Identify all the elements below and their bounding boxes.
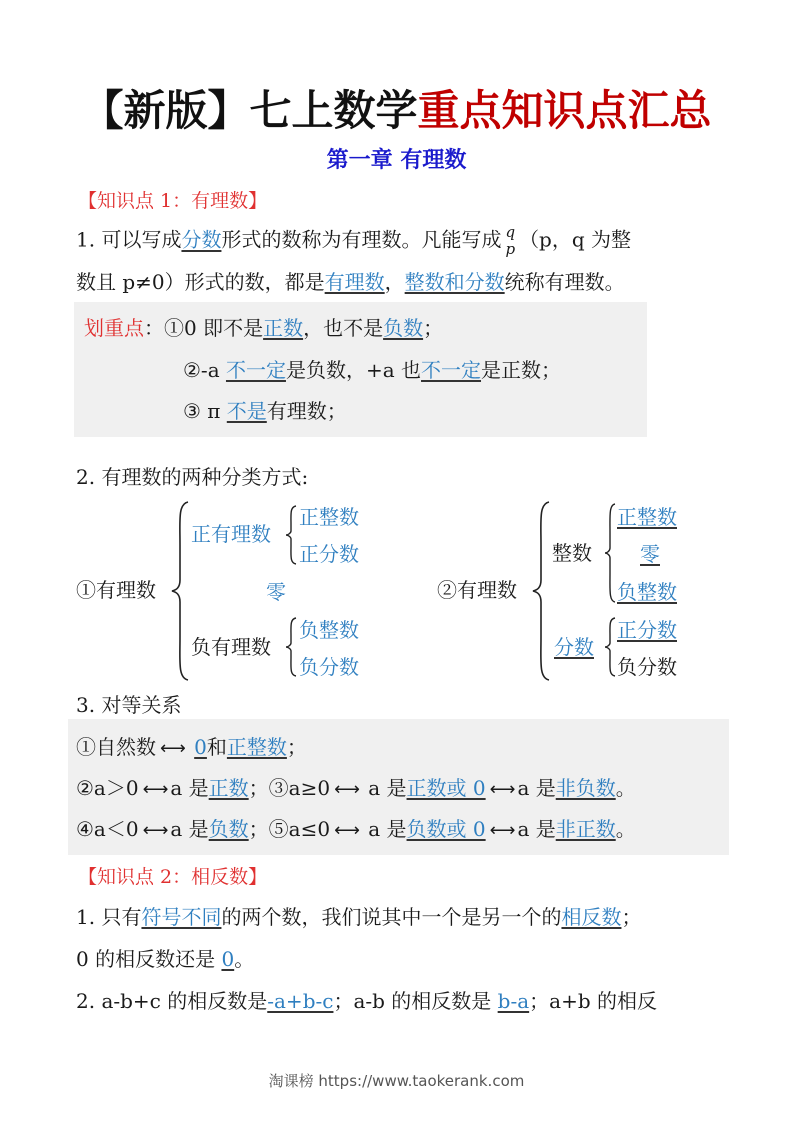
answer: 0 [221, 947, 235, 971]
text: 。 [234, 947, 255, 971]
double-arrow-icon: ⟷ [489, 820, 514, 841]
tree2-neg-frac: 负分数 [617, 655, 677, 679]
text: 有理数； [266, 399, 347, 423]
text: a 是 [368, 776, 407, 800]
tree1-neg-int: 负整数 [299, 618, 359, 642]
text: 是负数，+a 也 [285, 358, 422, 382]
highlight-line2 [183, 356, 561, 384]
footer-watermark: 淘课榜 https://www.taokerank.com [268, 1072, 525, 1090]
answer-fraction: 分数 [181, 227, 222, 252]
kp2-item1 [76, 903, 641, 931]
chapter-title: 第一章 有理数 [326, 148, 467, 173]
answer: 0 [194, 735, 207, 759]
double-arrow-icon: ⟷ [489, 779, 514, 800]
text: ；a+b 的相反 [529, 989, 657, 1013]
big-brace-icon [531, 500, 553, 682]
tree2-neg-int [617, 578, 677, 606]
answer: 负数或 0 [406, 817, 486, 841]
text: 和 [206, 735, 227, 759]
text: ①自然数 [76, 735, 156, 759]
text: 1. 可以写成 [76, 227, 182, 252]
answer: 正数 [208, 776, 249, 800]
tree1-pos-int: 正整数 [299, 505, 359, 529]
kp2-item1b [76, 945, 254, 973]
tree1-pos-frac: 正分数 [299, 542, 359, 566]
answer: 不是 [226, 399, 267, 423]
small-brace-icon [603, 502, 617, 604]
answer: 负数 [208, 817, 249, 841]
tree1-neg-frac: 负分数 [299, 655, 359, 679]
double-arrow-icon: ⟷ [334, 820, 358, 841]
page-title [0, 78, 793, 138]
answer-rational: 有理数 [324, 270, 385, 294]
tree2-zero [640, 540, 660, 568]
text: ； [621, 905, 642, 929]
text: ①0 即不是 [164, 316, 264, 340]
tree2-pos-frac [617, 616, 677, 644]
text: 形式的数称为有理数。凡能写成 [221, 227, 502, 252]
double-arrow-icon: ⟷ [334, 779, 358, 800]
small-brace-icon [284, 616, 298, 678]
text: 。 [615, 817, 636, 841]
text: ： [144, 316, 164, 340]
answer: 非负数 [555, 776, 616, 800]
text: ； [423, 316, 444, 340]
frac-num: q [505, 223, 516, 241]
tree2-integer: 整数 [552, 541, 592, 565]
tree1-root: ①有理数 [76, 578, 156, 602]
text: ；a-b 的相反数是 [333, 989, 498, 1013]
kp1-item2-heading: 2. 有理数的两种分类方式: [76, 465, 309, 489]
big-brace-icon [170, 500, 192, 682]
tree1-negative: 负有理数 [191, 635, 271, 659]
answer: 非正数 [555, 817, 616, 841]
tree2-fraction [554, 633, 594, 661]
answer: 负数 [383, 316, 424, 340]
text: a 是 [368, 817, 407, 841]
tree2-root: ②有理数 [437, 578, 517, 602]
relation-row1 [76, 733, 307, 763]
text: ④a＜0 [76, 817, 139, 841]
highlight-line1 [84, 314, 443, 342]
text: ；③a≥0 [248, 776, 331, 800]
text: a 是 [170, 817, 209, 841]
answer: 正整数 [226, 735, 287, 759]
text: 。 [615, 776, 636, 800]
tree2-pos-int [617, 503, 677, 531]
fraction-q-over-p [505, 224, 515, 258]
text: 1. 只有 [76, 905, 142, 929]
title-red: 重点知识点汇总 [417, 86, 712, 135]
text: 0 的相反数还是 [76, 947, 222, 971]
kp1-item1-line1 [76, 224, 631, 258]
answer: 不一定 [225, 358, 286, 382]
relation-row2 [76, 774, 636, 804]
answer: 相反数 [561, 905, 622, 929]
kp2-heading: 【知识点 2：相反数】 [78, 866, 268, 888]
frac-den: p [505, 240, 516, 258]
text: ③ π [183, 399, 227, 423]
kp1-heading: 【知识点 1：有理数】 [78, 190, 268, 212]
title-black: 【新版】七上数学 [81, 86, 418, 135]
text: 数且 p≠0）形式的数，都是 [76, 270, 325, 294]
double-arrow-icon: ⟷ [142, 779, 167, 800]
text: ②-a [183, 358, 226, 382]
text: ， [384, 270, 405, 294]
answer: 正分数 [617, 618, 677, 642]
text: 是正数； [481, 358, 562, 382]
kp1-item1-line2 [76, 268, 625, 296]
answer-int-and-frac: 整数和分数 [404, 270, 505, 294]
answer: 负整数 [617, 580, 677, 604]
highlight-label: 划重点 [84, 316, 144, 340]
answer: 正数 [263, 316, 304, 340]
text: 2. a-b+c 的相反数是 [76, 989, 268, 1013]
small-brace-icon [603, 616, 617, 678]
kp2-item2 [76, 987, 657, 1015]
text: ；⑤a≤0 [248, 817, 331, 841]
text: ，也不是 [303, 316, 384, 340]
text: a 是 [517, 817, 556, 841]
tree1-positive: 正有理数 [191, 522, 271, 546]
tree1-zero: 零 [266, 580, 286, 604]
text: a 是 [517, 776, 556, 800]
answer: 正数或 0 [406, 776, 486, 800]
text: ②a＞0 [76, 776, 139, 800]
highlight-line3 [183, 397, 347, 425]
text: 的两个数，我们说其中一个是另一个的 [221, 905, 562, 929]
answer: 符号不同 [141, 905, 222, 929]
text: 统称有理数。 [504, 270, 625, 294]
text: （p，q 为整 [519, 227, 632, 252]
kp1-item3-heading: 3. 对等关系 [76, 693, 182, 717]
relation-row3 [76, 815, 636, 845]
answer: 不一定 [421, 358, 482, 382]
answer: 零 [640, 542, 660, 566]
answer: -a+b-c [267, 989, 334, 1013]
answer: 分数 [554, 635, 594, 659]
text: a 是 [170, 776, 209, 800]
small-brace-icon [284, 504, 298, 566]
answer: 正整数 [617, 505, 677, 529]
answer: b-a [497, 989, 530, 1013]
double-arrow-icon: ⟷ [142, 820, 167, 841]
double-arrow-icon: ⟷ [160, 738, 184, 759]
text: ； [286, 735, 307, 759]
